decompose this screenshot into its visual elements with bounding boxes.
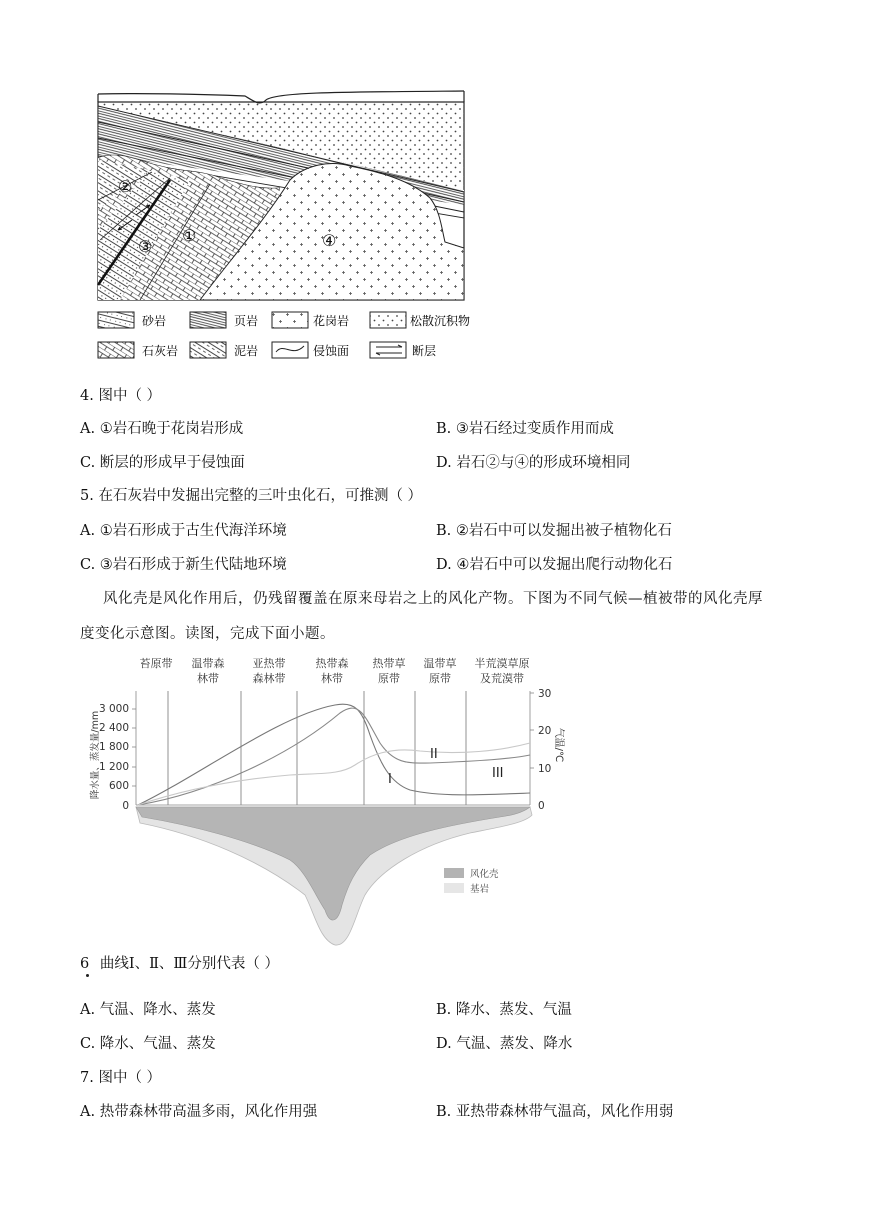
q6-stem	[80, 954, 279, 974]
q6-dot	[86, 974, 89, 977]
legend-limestone: 石灰岩	[142, 344, 179, 358]
zone-label-4a: 热带森	[315, 657, 349, 670]
intro-line-2: 度变化示意图。读图，完成下面小题。	[80, 626, 335, 642]
legend-shale: 页岩	[234, 314, 259, 328]
zone-label-6a: 温带草	[423, 657, 457, 670]
q5-stem: 5. 在石灰岩中发掘出完整的三叶虫化石，可推测（ ）	[80, 488, 423, 504]
q6-option-d[interactable]: D. 气温、蒸发、降水	[436, 1036, 573, 1052]
ytick-right-10: 10	[538, 763, 552, 775]
ytick-right-20: 20	[538, 725, 552, 737]
zone-dividers	[168, 691, 466, 805]
q4-option-d[interactable]: D. 岩石②与④的形成环境相同	[436, 455, 631, 471]
curve-2-temperature	[138, 708, 530, 805]
q6-option-b[interactable]: B. 降水、蒸发、气温	[436, 1002, 572, 1018]
legend-mudstone: 泥岩	[234, 344, 259, 358]
ytick-left-600: 600	[108, 780, 129, 792]
weathering-crust-chart	[80, 655, 580, 950]
q7-option-b[interactable]: B. 亚热带森林带气温高，风化作用弱	[436, 1104, 674, 1120]
geology-legend	[98, 312, 470, 358]
zone-labels	[140, 656, 530, 685]
rock-label-1: ①	[182, 226, 197, 245]
q6-stem-text: 曲线Ⅰ、Ⅱ、Ⅲ分别代表（ ）	[99, 956, 280, 972]
q5-option-c[interactable]: C. ③岩石形成于新生代陆地环境	[80, 557, 287, 573]
zone-label-7b: 及荒漠带	[480, 672, 524, 685]
legend-granite: 花岗岩	[313, 314, 350, 328]
zone-label-2a: 温带森	[191, 657, 225, 670]
legend-fault: 断层	[412, 344, 437, 358]
q4-option-c[interactable]: C. 断层的形成早于侵蚀面	[80, 455, 245, 471]
zone-label-5a: 热带草	[372, 657, 406, 670]
q5-option-b[interactable]: B. ②岩石中可以发掘出被子植物化石	[436, 523, 672, 539]
ytick-left-1800: 1 800	[98, 741, 129, 753]
curve-label-1: I	[388, 772, 392, 787]
ytick-left-2400: 2 400	[98, 722, 129, 734]
legend-swatch-crust	[444, 868, 464, 878]
zone-label-7a: 半荒漠草原	[474, 657, 530, 670]
ytick-right-30: 30	[538, 688, 552, 700]
q6-number: 6	[80, 956, 90, 972]
q4-option-a[interactable]: A. ①岩石晚于花岗岩形成	[80, 421, 244, 437]
legend-bedrock: 基岩	[470, 884, 490, 895]
curve-label-2: II	[430, 747, 438, 762]
zone-label-4b: 林带	[321, 672, 343, 685]
q6-option-c[interactable]: C. 降水、气温、蒸发	[80, 1036, 216, 1052]
ytick-left-0: 0	[122, 800, 129, 812]
curve-3-evaporation	[138, 743, 530, 805]
zone-label-2b: 林带	[197, 672, 219, 685]
zone-label-1: 苔原带	[139, 657, 173, 670]
q7-option-a[interactable]: A. 热带森林带高温多雨，风化作用强	[80, 1104, 318, 1120]
ylabel-right: 气温/℃	[553, 727, 564, 763]
q4-option-b[interactable]: B. ③岩石经过变质作用而成	[436, 421, 614, 437]
geology-cross-section	[80, 80, 480, 370]
right-ticks	[538, 688, 551, 812]
ytick-left-1200: 1 200	[98, 761, 129, 773]
legend-sandstone: 砂岩	[142, 314, 167, 328]
rock-label-3: ③	[138, 237, 153, 256]
intro-line-1: 风化壳是风化作用后，仍残留覆盖在原来母岩之上的风化产物。下图为不同气候—植被带的风化壳厚	[103, 591, 763, 607]
zone-label-5b: 原带	[378, 672, 400, 685]
q5-option-a[interactable]: A. ①岩石形成于古生代海洋环境	[80, 523, 287, 539]
ytick-left-3000: 3 000	[98, 703, 129, 715]
q7-stem: 7. 图中（ ）	[80, 1070, 162, 1086]
legend-erosion-surface: 侵蚀面	[313, 344, 350, 358]
ytick-right-0: 0	[538, 800, 545, 812]
zone-label-3a: 亚热带	[252, 657, 286, 670]
q5-option-d[interactable]: D. ④岩石中可以发掘出爬行动物化石	[436, 557, 673, 573]
legend-weathering-crust: 风化壳	[470, 869, 499, 880]
q4-stem: 4. 图中（ ）	[80, 388, 162, 404]
zone-label-3b: 森林带	[252, 672, 286, 685]
legend-swatch-bedrock	[444, 883, 464, 893]
rock-label-2: ②	[118, 177, 133, 196]
rock-label-4: ④	[322, 231, 337, 250]
left-ticks	[99, 703, 129, 812]
ylabel-left: 降水量、蒸发量/mm	[90, 710, 101, 800]
legend-loose-sediment: 松散沉积物	[410, 314, 471, 328]
zone-label-6b: 原带	[429, 672, 451, 685]
curve-label-3: III	[492, 766, 504, 781]
q6-option-a[interactable]: A. 气温、降水、蒸发	[80, 1002, 216, 1018]
